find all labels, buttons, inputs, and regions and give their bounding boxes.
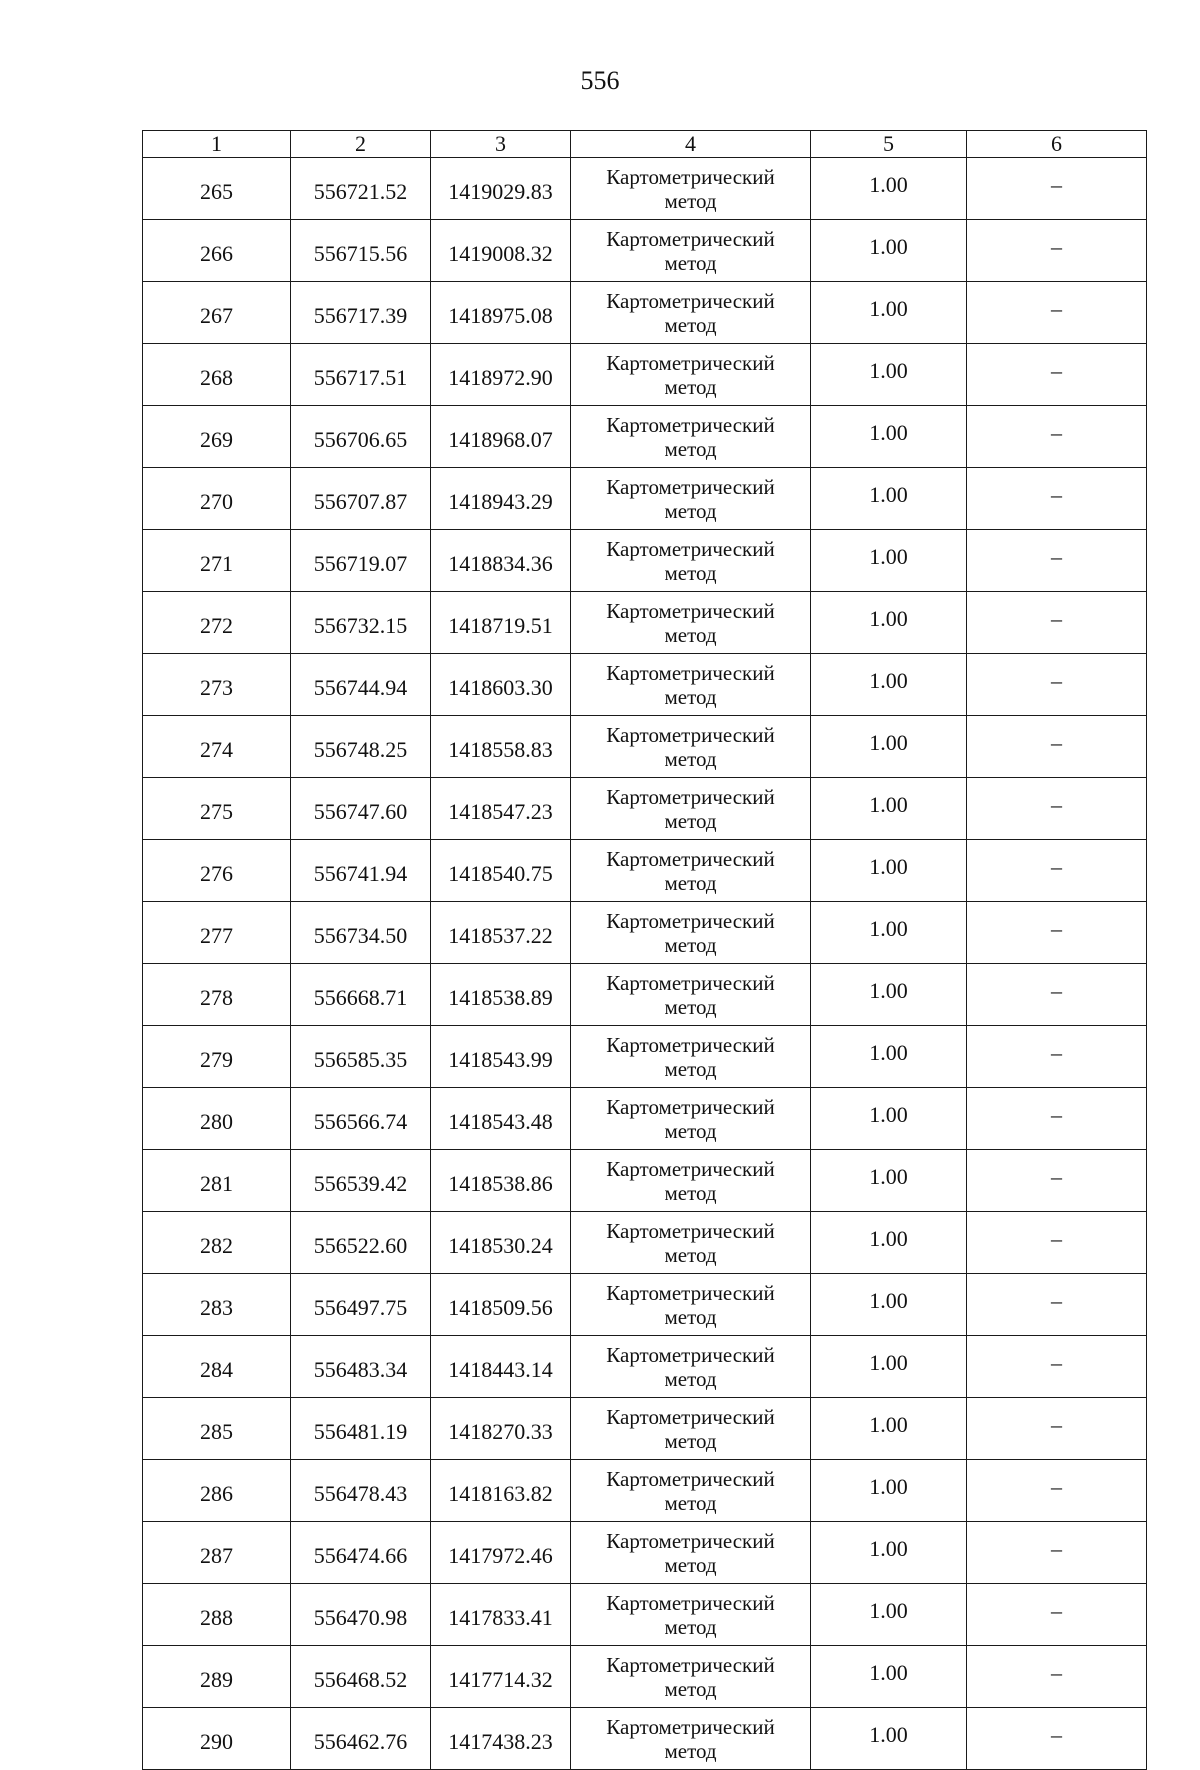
method-line-2: метод <box>664 1738 717 1763</box>
accuracy-cell: 1.00 <box>811 902 967 964</box>
y-coordinate-cell: 1417438.23 <box>431 1708 571 1770</box>
table-row <box>143 1026 1147 1088</box>
method-line-2: метод <box>664 746 717 771</box>
point-number-cell: 278 <box>143 964 291 1026</box>
accuracy-cell: 1.00 <box>811 716 967 778</box>
table-row <box>143 902 1147 964</box>
accuracy-cell: 1.00 <box>811 592 967 654</box>
method-line-2: метод <box>664 1366 717 1391</box>
point-number-cell: 276 <box>143 840 291 902</box>
method-line-2: метод <box>664 870 717 895</box>
accuracy-cell: 1.00 <box>811 1522 967 1584</box>
accuracy-cell: 1.00 <box>811 1212 967 1274</box>
method-line-1: Картометрический <box>606 598 775 623</box>
y-coordinate-cell: 1418538.89 <box>431 964 571 1026</box>
method-line-2: метод <box>664 1552 717 1577</box>
method-line-1: Картометрический <box>606 1280 775 1305</box>
point-number-cell: 290 <box>143 1708 291 1770</box>
method-cell <box>571 716 811 778</box>
method-line-1: Картометрический <box>606 784 775 809</box>
table-row <box>143 468 1147 530</box>
y-coordinate-cell: 1417833.41 <box>431 1584 571 1646</box>
table-row <box>143 1336 1147 1398</box>
method-line-1: Картометрический <box>606 1652 775 1677</box>
table-row <box>143 1584 1147 1646</box>
method-line-2: метод <box>664 1056 717 1081</box>
note-cell: – <box>967 902 1147 964</box>
method-line-2: метод <box>664 498 717 523</box>
method-line-2: метод <box>664 1614 717 1639</box>
note-cell: – <box>967 1026 1147 1088</box>
method-cell <box>571 592 811 654</box>
note-cell: – <box>967 840 1147 902</box>
method-line-2: метод <box>664 436 717 461</box>
note-cell: – <box>967 1398 1147 1460</box>
table-body <box>143 158 1147 1770</box>
x-coordinate-cell: 556748.25 <box>291 716 431 778</box>
method-line-1: Картометрический <box>606 226 775 251</box>
method-cell <box>571 1026 811 1088</box>
accuracy-cell: 1.00 <box>811 964 967 1026</box>
method-cell <box>571 1212 811 1274</box>
table-row <box>143 778 1147 840</box>
column-header-1: 1 <box>143 131 291 158</box>
method-cell <box>571 1522 811 1584</box>
table-row <box>143 344 1147 406</box>
note-cell: – <box>967 282 1147 344</box>
y-coordinate-cell: 1418543.99 <box>431 1026 571 1088</box>
column-header-2: 2 <box>291 131 431 158</box>
x-coordinate-cell: 556721.52 <box>291 158 431 220</box>
accuracy-cell: 1.00 <box>811 1026 967 1088</box>
method-line-2: метод <box>664 1180 717 1205</box>
x-coordinate-cell: 556481.19 <box>291 1398 431 1460</box>
x-coordinate-cell: 556732.15 <box>291 592 431 654</box>
accuracy-cell: 1.00 <box>811 840 967 902</box>
note-cell: – <box>967 1708 1147 1770</box>
point-number-cell: 272 <box>143 592 291 654</box>
method-line-1: Картометрический <box>606 1094 775 1119</box>
method-cell <box>571 1398 811 1460</box>
y-coordinate-cell: 1418558.83 <box>431 716 571 778</box>
accuracy-cell: 1.00 <box>811 1274 967 1336</box>
x-coordinate-cell: 556474.66 <box>291 1522 431 1584</box>
y-coordinate-cell: 1418270.33 <box>431 1398 571 1460</box>
table-row <box>143 1708 1147 1770</box>
x-coordinate-cell: 556706.65 <box>291 406 431 468</box>
point-number-cell: 265 <box>143 158 291 220</box>
accuracy-cell: 1.00 <box>811 282 967 344</box>
method-cell <box>571 1088 811 1150</box>
method-line-1: Картометрический <box>606 1218 775 1243</box>
method-cell <box>571 282 811 344</box>
method-cell <box>571 406 811 468</box>
column-header-4: 4 <box>571 131 811 158</box>
method-line-1: Картометрический <box>606 1032 775 1057</box>
method-line-1: Картометрический <box>606 288 775 313</box>
point-number-cell: 286 <box>143 1460 291 1522</box>
y-coordinate-cell: 1418543.48 <box>431 1088 571 1150</box>
method-cell <box>571 1460 811 1522</box>
y-coordinate-cell: 1418968.07 <box>431 406 571 468</box>
y-coordinate-cell: 1418163.82 <box>431 1460 571 1522</box>
note-cell: – <box>967 1150 1147 1212</box>
method-line-1: Картометрический <box>606 970 775 995</box>
method-cell <box>571 654 811 716</box>
method-line-1: Картометрический <box>606 412 775 437</box>
x-coordinate-cell: 556668.71 <box>291 964 431 1026</box>
accuracy-cell: 1.00 <box>811 1336 967 1398</box>
method-line-1: Картометрический <box>606 536 775 561</box>
header-row <box>143 131 1147 158</box>
method-line-1: Картометрический <box>606 1404 775 1429</box>
y-coordinate-cell: 1418719.51 <box>431 592 571 654</box>
x-coordinate-cell: 556483.34 <box>291 1336 431 1398</box>
method-line-2: метод <box>664 1490 717 1515</box>
point-number-cell: 273 <box>143 654 291 716</box>
x-coordinate-cell: 556734.50 <box>291 902 431 964</box>
table-header <box>143 131 1147 158</box>
y-coordinate-cell: 1418943.29 <box>431 468 571 530</box>
column-header-5: 5 <box>811 131 967 158</box>
accuracy-cell: 1.00 <box>811 1460 967 1522</box>
point-number-cell: 267 <box>143 282 291 344</box>
x-coordinate-cell: 556522.60 <box>291 1212 431 1274</box>
note-cell: – <box>967 654 1147 716</box>
table-row <box>143 716 1147 778</box>
method-cell <box>571 1646 811 1708</box>
y-coordinate-cell: 1418540.75 <box>431 840 571 902</box>
method-line-2: метод <box>664 1118 717 1143</box>
x-coordinate-cell: 556747.60 <box>291 778 431 840</box>
point-number-cell: 269 <box>143 406 291 468</box>
point-number-cell: 282 <box>143 1212 291 1274</box>
accuracy-cell: 1.00 <box>811 1150 967 1212</box>
point-number-cell: 283 <box>143 1274 291 1336</box>
y-coordinate-cell: 1418975.08 <box>431 282 571 344</box>
method-line-1: Картометрический <box>606 350 775 375</box>
point-number-cell: 268 <box>143 344 291 406</box>
method-line-1: Картометрический <box>606 722 775 747</box>
note-cell: – <box>967 1646 1147 1708</box>
x-coordinate-cell: 556719.07 <box>291 530 431 592</box>
x-coordinate-cell: 556468.52 <box>291 1646 431 1708</box>
y-coordinate-cell: 1418530.24 <box>431 1212 571 1274</box>
table-row <box>143 158 1147 220</box>
x-coordinate-cell: 556715.56 <box>291 220 431 282</box>
x-coordinate-cell: 556462.76 <box>291 1708 431 1770</box>
method-line-2: метод <box>664 1428 717 1453</box>
table-row <box>143 530 1147 592</box>
table-row <box>143 406 1147 468</box>
method-line-1: Картометрический <box>606 1714 775 1739</box>
y-coordinate-cell: 1419029.83 <box>431 158 571 220</box>
method-line-1: Картометрический <box>606 1342 775 1367</box>
method-line-1: Картометрический <box>606 164 775 189</box>
method-line-1: Картометрический <box>606 846 775 871</box>
x-coordinate-cell: 556717.39 <box>291 282 431 344</box>
note-cell: – <box>967 716 1147 778</box>
method-line-1: Картометрический <box>606 474 775 499</box>
point-number-cell: 275 <box>143 778 291 840</box>
point-number-cell: 277 <box>143 902 291 964</box>
column-header-6: 6 <box>967 131 1147 158</box>
note-cell: – <box>967 1088 1147 1150</box>
method-cell <box>571 964 811 1026</box>
note-cell: – <box>967 158 1147 220</box>
x-coordinate-cell: 556744.94 <box>291 654 431 716</box>
method-cell <box>571 220 811 282</box>
method-cell <box>571 1336 811 1398</box>
table-row <box>143 592 1147 654</box>
method-cell <box>571 1150 811 1212</box>
y-coordinate-cell: 1418834.36 <box>431 530 571 592</box>
column-header-3: 3 <box>431 131 571 158</box>
note-cell: – <box>967 468 1147 530</box>
accuracy-cell: 1.00 <box>811 220 967 282</box>
table-row <box>143 1088 1147 1150</box>
coordinates-table <box>142 130 1147 1770</box>
accuracy-cell: 1.00 <box>811 406 967 468</box>
y-coordinate-cell: 1417972.46 <box>431 1522 571 1584</box>
point-number-cell: 280 <box>143 1088 291 1150</box>
x-coordinate-cell: 556585.35 <box>291 1026 431 1088</box>
note-cell: – <box>967 1460 1147 1522</box>
point-number-cell: 287 <box>143 1522 291 1584</box>
table-row <box>143 1646 1147 1708</box>
y-coordinate-cell: 1418547.23 <box>431 778 571 840</box>
note-cell: – <box>967 1336 1147 1398</box>
point-number-cell: 279 <box>143 1026 291 1088</box>
point-number-cell: 271 <box>143 530 291 592</box>
method-line-1: Картометрический <box>606 1156 775 1181</box>
method-cell <box>571 158 811 220</box>
method-line-2: метод <box>664 560 717 585</box>
method-line-2: метод <box>664 932 717 957</box>
x-coordinate-cell: 556741.94 <box>291 840 431 902</box>
y-coordinate-cell: 1418972.90 <box>431 344 571 406</box>
note-cell: – <box>967 530 1147 592</box>
point-number-cell: 266 <box>143 220 291 282</box>
accuracy-cell: 1.00 <box>811 530 967 592</box>
y-coordinate-cell: 1418538.86 <box>431 1150 571 1212</box>
table-row <box>143 1274 1147 1336</box>
table-row <box>143 1460 1147 1522</box>
table-row <box>143 1212 1147 1274</box>
accuracy-cell: 1.00 <box>811 1646 967 1708</box>
method-cell <box>571 1584 811 1646</box>
x-coordinate-cell: 556497.75 <box>291 1274 431 1336</box>
note-cell: – <box>967 1584 1147 1646</box>
coordinates-table-wrapper <box>142 130 1146 1770</box>
method-cell <box>571 902 811 964</box>
method-line-1: Картометрический <box>606 1590 775 1615</box>
note-cell: – <box>967 406 1147 468</box>
method-line-1: Картометрический <box>606 660 775 685</box>
accuracy-cell: 1.00 <box>811 778 967 840</box>
method-line-1: Картометрический <box>606 1466 775 1491</box>
method-line-2: метод <box>664 1242 717 1267</box>
y-coordinate-cell: 1418443.14 <box>431 1336 571 1398</box>
point-number-cell: 285 <box>143 1398 291 1460</box>
point-number-cell: 289 <box>143 1646 291 1708</box>
accuracy-cell: 1.00 <box>811 1088 967 1150</box>
note-cell: – <box>967 344 1147 406</box>
table-row <box>143 220 1147 282</box>
y-coordinate-cell: 1418509.56 <box>431 1274 571 1336</box>
note-cell: – <box>967 1522 1147 1584</box>
x-coordinate-cell: 556566.74 <box>291 1088 431 1150</box>
method-line-2: метод <box>664 374 717 399</box>
method-line-2: метод <box>664 1676 717 1701</box>
note-cell: – <box>967 778 1147 840</box>
x-coordinate-cell: 556707.87 <box>291 468 431 530</box>
point-number-cell: 270 <box>143 468 291 530</box>
page-number: 556 <box>580 66 620 95</box>
accuracy-cell: 1.00 <box>811 344 967 406</box>
method-line-1: Картометрический <box>606 908 775 933</box>
method-line-2: метод <box>664 808 717 833</box>
method-cell <box>571 840 811 902</box>
x-coordinate-cell: 556717.51 <box>291 344 431 406</box>
table-row <box>143 282 1147 344</box>
note-cell: – <box>967 1212 1147 1274</box>
y-coordinate-cell: 1418537.22 <box>431 902 571 964</box>
y-coordinate-cell: 1418603.30 <box>431 654 571 716</box>
table-row <box>143 1398 1147 1460</box>
x-coordinate-cell: 556470.98 <box>291 1584 431 1646</box>
method-line-2: метод <box>664 312 717 337</box>
method-cell <box>571 344 811 406</box>
point-number-cell: 281 <box>143 1150 291 1212</box>
method-line-2: метод <box>664 622 717 647</box>
x-coordinate-cell: 556539.42 <box>291 1150 431 1212</box>
note-cell: – <box>967 592 1147 654</box>
table-row <box>143 1522 1147 1584</box>
note-cell: – <box>967 220 1147 282</box>
accuracy-cell: 1.00 <box>811 468 967 530</box>
x-coordinate-cell: 556478.43 <box>291 1460 431 1522</box>
method-line-2: метод <box>664 1304 717 1329</box>
y-coordinate-cell: 1419008.32 <box>431 220 571 282</box>
method-cell <box>571 530 811 592</box>
point-number-cell: 284 <box>143 1336 291 1398</box>
accuracy-cell: 1.00 <box>811 654 967 716</box>
accuracy-cell: 1.00 <box>811 1584 967 1646</box>
accuracy-cell: 1.00 <box>811 1398 967 1460</box>
method-line-2: метод <box>664 994 717 1019</box>
method-line-1: Картометрический <box>606 1528 775 1553</box>
note-cell: – <box>967 1274 1147 1336</box>
method-line-2: метод <box>664 250 717 275</box>
method-line-2: метод <box>664 188 717 213</box>
method-cell <box>571 778 811 840</box>
accuracy-cell: 1.00 <box>811 158 967 220</box>
note-cell: – <box>967 964 1147 1026</box>
table-row <box>143 654 1147 716</box>
accuracy-cell: 1.00 <box>811 1708 967 1770</box>
table-row <box>143 840 1147 902</box>
method-cell <box>571 1274 811 1336</box>
table-row <box>143 1150 1147 1212</box>
method-line-2: метод <box>664 684 717 709</box>
method-cell <box>571 468 811 530</box>
point-number-cell: 274 <box>143 716 291 778</box>
table-row <box>143 964 1147 1026</box>
y-coordinate-cell: 1417714.32 <box>431 1646 571 1708</box>
method-cell <box>571 1708 811 1770</box>
point-number-cell: 288 <box>143 1584 291 1646</box>
